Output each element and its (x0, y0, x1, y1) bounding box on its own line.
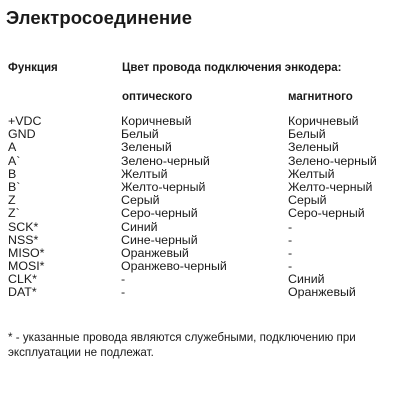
function-cell: A (8, 140, 17, 155)
function-cell: NSS* (8, 232, 39, 247)
table-row (0, 141, 400, 154)
magnetic-color-cell: Зеленый (288, 140, 339, 155)
function-cell: GND (8, 127, 36, 142)
optical-color-cell: Оранжево-черный (121, 259, 227, 274)
function-cell: B (8, 166, 17, 181)
magnetic-color-cell: - (288, 259, 293, 274)
magnetic-color-cell: Коричневый (288, 114, 359, 128)
optical-color-cell: Сине-черный (121, 232, 198, 247)
optical-color-cell: Оранжевый (121, 245, 189, 260)
optical-color-cell: Коричневый (121, 114, 192, 128)
optical-color-cell: - (121, 285, 126, 300)
magnetic-color-cell: - (288, 232, 293, 247)
function-cell: MISO* (8, 245, 45, 260)
magnetic-color-cell: Желто-черный (288, 179, 373, 194)
magnetic-color-cell: Серый (288, 193, 327, 208)
optical-color-cell: Зелено-черный (121, 153, 210, 168)
magnetic-color-cell: Синий (288, 272, 325, 287)
magnetic-color-cell: Серо-черный (288, 206, 365, 221)
magnetic-color-cell: Белый (288, 127, 326, 142)
table-row (0, 181, 400, 194)
optical-color-cell: Серо-черный (121, 206, 198, 221)
wiring-table (0, 115, 400, 300)
function-column-header: Функция (8, 62, 58, 74)
wire-color-header: Цвет провода подключения энкодера: (122, 62, 342, 74)
table-row (0, 155, 400, 168)
magnetic-color-cell: - (288, 219, 293, 234)
magnetic-color-cell: Желтый (288, 166, 335, 181)
optical-color-cell: Зеленый (121, 140, 172, 155)
table-row (0, 207, 400, 220)
table-row (0, 221, 400, 234)
table-row (0, 286, 400, 299)
optical-color-cell: Синий (121, 219, 158, 234)
magnetic-color-cell: Зелено-черный (288, 153, 377, 168)
function-cell: MOSI* (8, 259, 45, 274)
function-cell: DAT* (8, 285, 37, 300)
optical-color-cell: Желто-черный (121, 179, 206, 194)
function-cell: CLK* (8, 272, 37, 287)
table-row (0, 260, 400, 273)
magnetic-column-header: магнитного (288, 91, 353, 103)
optical-column-header: оптического (122, 91, 193, 103)
table-row (0, 128, 400, 141)
function-cell: +VDC (8, 114, 42, 128)
page-title: Электросоединение (6, 7, 193, 28)
function-cell: SCK* (8, 219, 39, 234)
table-row (0, 168, 400, 181)
optical-color-cell: - (121, 272, 126, 287)
function-cell: B` (8, 179, 21, 194)
optical-color-cell: Серый (121, 193, 160, 208)
table-row (0, 234, 400, 247)
optical-color-cell: Желтый (121, 166, 168, 181)
optical-color-cell: Белый (121, 127, 159, 142)
footnote: * - указанные провода являются служебными, подключению при эксплуатации не подлежат. (8, 331, 356, 359)
function-cell: A` (8, 153, 21, 168)
table-row (0, 115, 400, 128)
function-cell: Z` (8, 206, 20, 221)
function-cell: Z (8, 193, 16, 208)
magnetic-color-cell: Оранжевый (288, 285, 356, 300)
magnetic-color-cell: - (288, 245, 293, 260)
